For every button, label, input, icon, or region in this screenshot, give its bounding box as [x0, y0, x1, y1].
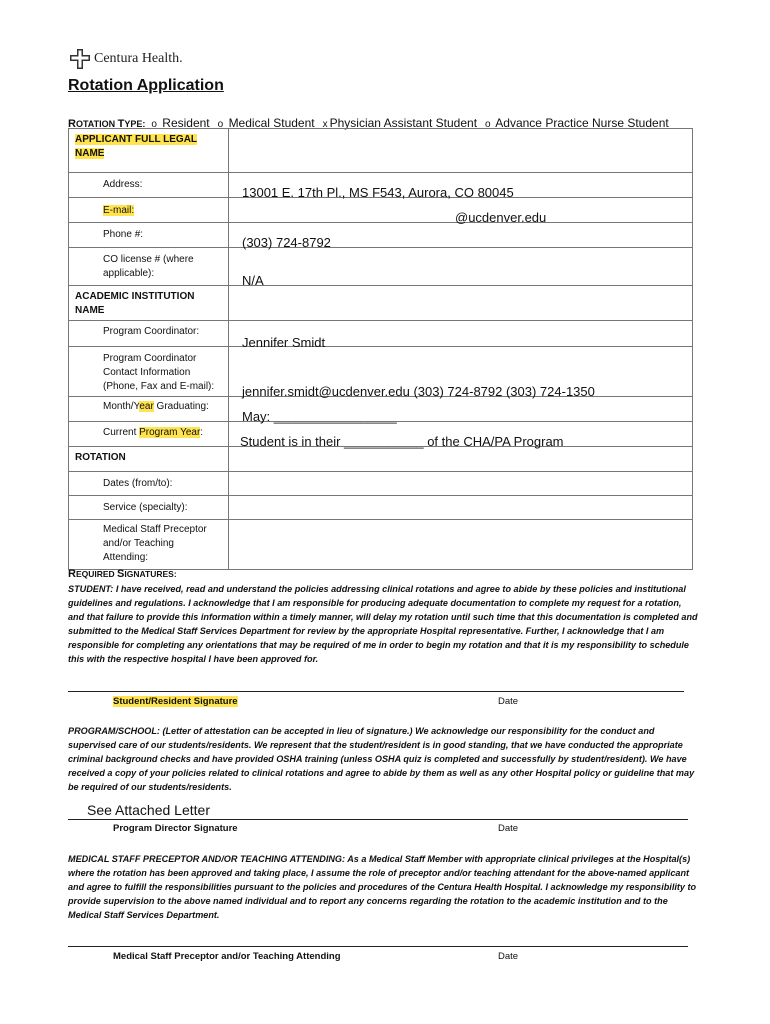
program-coordinator-label: Program Coordinator: [69, 321, 229, 347]
preceptor-field[interactable] [229, 520, 693, 570]
service-label: Service (specialty): [69, 496, 229, 520]
phone-field[interactable]: (303) 724-8792 [229, 223, 693, 248]
license-field[interactable]: N/A [229, 248, 693, 286]
option-advance-practice-nurse-student[interactable]: o Advance Practice Nurse Student [485, 116, 669, 130]
program-coordinator-field[interactable]: Jennifer Smidt [229, 321, 693, 347]
preceptor-statement: MEDICAL STAFF PRECEPTOR AND/OR TEACHING ATTENDING: As a Medical Staff Member with appropriate clinical privileges at the Hospital(s) where the rotation has been approved and taking place, I assume the role of preceptor and/or teaching attendant for the above-named applicant and agree to fulfill the responsibilities pursuant to the policies and procedures of the Centura Health Hospital. I acknowledge my responsibility to provide supervision to the above named individual and to report any concerns regarding the rotation to the academic institution and to the Medical Staff Services Department. [68, 854, 697, 920]
logo-text: Centura Health. [94, 51, 183, 66]
applicant-name-label: APPLICANT FULL LEGAL NAME [69, 129, 229, 173]
page-title: Rotation Application [68, 77, 224, 94]
student-signature-line[interactable] [68, 691, 684, 692]
coordinator-contact-field[interactable]: jennifer.smidt@ucdenver.edu (303) 724-8792 (303) 724-1350 [229, 347, 693, 397]
dates-field[interactable] [229, 472, 693, 496]
preceptor-signature-label: Medical Staff Preceptor and/or Teaching Attending [113, 951, 341, 962]
director-date-label: Date [498, 823, 519, 834]
email-label: E-mail: [69, 198, 229, 223]
preceptor-date-label: Date [498, 951, 519, 962]
graduating-field[interactable]: May: _________________ [229, 397, 693, 422]
student-statement: STUDENT: I have received, read and understand the policies addressing clinical rotations and agree to abide by these policies and institutional guidelines and regulations. I acknowledge that I am responsible for producing adequate documentation to complete my request for a rotation, and that failure to provide this information within a timely manner, will delay my rotation until such time that this documentation is completed and submitted to the Medical Staff Services Department for review by the appropriate Hospital representative. Further, I acknowledge that I am responsible for completing any orientations that may be required of me in order to begin my rotation and that it is my responsibility to schedule this with the respective hospital I have been approved for. [68, 584, 698, 664]
dates-label: Dates (from/to): [69, 472, 229, 496]
graduating-label: Month/Year Graduating: [69, 397, 229, 422]
director-signature-line[interactable] [68, 819, 688, 820]
academic-institution-field[interactable] [229, 286, 693, 321]
coordinator-contact-label: Program Coordinator Contact Information (Phone, Fax and E-mail): [69, 347, 229, 397]
service-field[interactable] [229, 496, 693, 520]
student-date-label: Date [498, 696, 519, 707]
academic-institution-label: ACADEMIC INSTITUTION NAME [69, 286, 229, 321]
address-field[interactable]: 13001 E. 17th Pl., MS F543, Aurora, CO 80045 [229, 173, 693, 198]
option-physician-assistant-student[interactable]: x Physician Assistant Student [322, 116, 478, 130]
student-signature-label: Student/Resident Signature [113, 696, 238, 707]
program-year-label: Current Program Year: [69, 422, 229, 447]
centura-cross-icon [70, 49, 90, 69]
license-label: CO license # (where applicable): [69, 248, 229, 286]
applicant-name-field[interactable] [229, 129, 693, 173]
rotation-label: ROTATION [69, 447, 229, 472]
director-signature-label: Program Director Signature [113, 823, 238, 834]
phone-label: Phone #: [69, 223, 229, 248]
option-resident[interactable]: o Resident [151, 116, 210, 130]
attached-letter-note: See Attached Letter [87, 802, 210, 818]
application-form [68, 128, 693, 570]
preceptor-label: Medical Staff Preceptor and/or Teaching Attending: [69, 520, 229, 570]
rotation-field[interactable] [229, 447, 693, 472]
email-field[interactable]: @ucdenver.edu [229, 198, 693, 223]
preceptor-signature-line[interactable] [68, 946, 688, 947]
address-label: Address: [69, 173, 229, 198]
option-medical-student[interactable]: o Medical Student [217, 116, 315, 130]
program-statement: PROGRAM/SCHOOL: (Letter of attestation can be accepted in lieu of signature.) We acknowledge our responsibility for the conduct and supervised care of our students/residents. We represent that the student/resident is in good standing, that we have conducted the appropriate criminal background checks and have provided OSHA training (unless OSHA quiz is completed and successfully by student/resident). We have received a copy of your policies related to clinical rotations and agree to abide by them as well as any other Hospital policy or guideline that may be required of our students/residents. [68, 726, 695, 792]
required-signatures-heading: REQUIRED SIGNATURES: [68, 568, 177, 580]
program-year-field[interactable]: Student is in their ___________ of the CHA/PA Program [229, 422, 693, 447]
centura-logo [70, 49, 183, 69]
rotation-type-label: ROTATION TYPE: [68, 118, 146, 130]
